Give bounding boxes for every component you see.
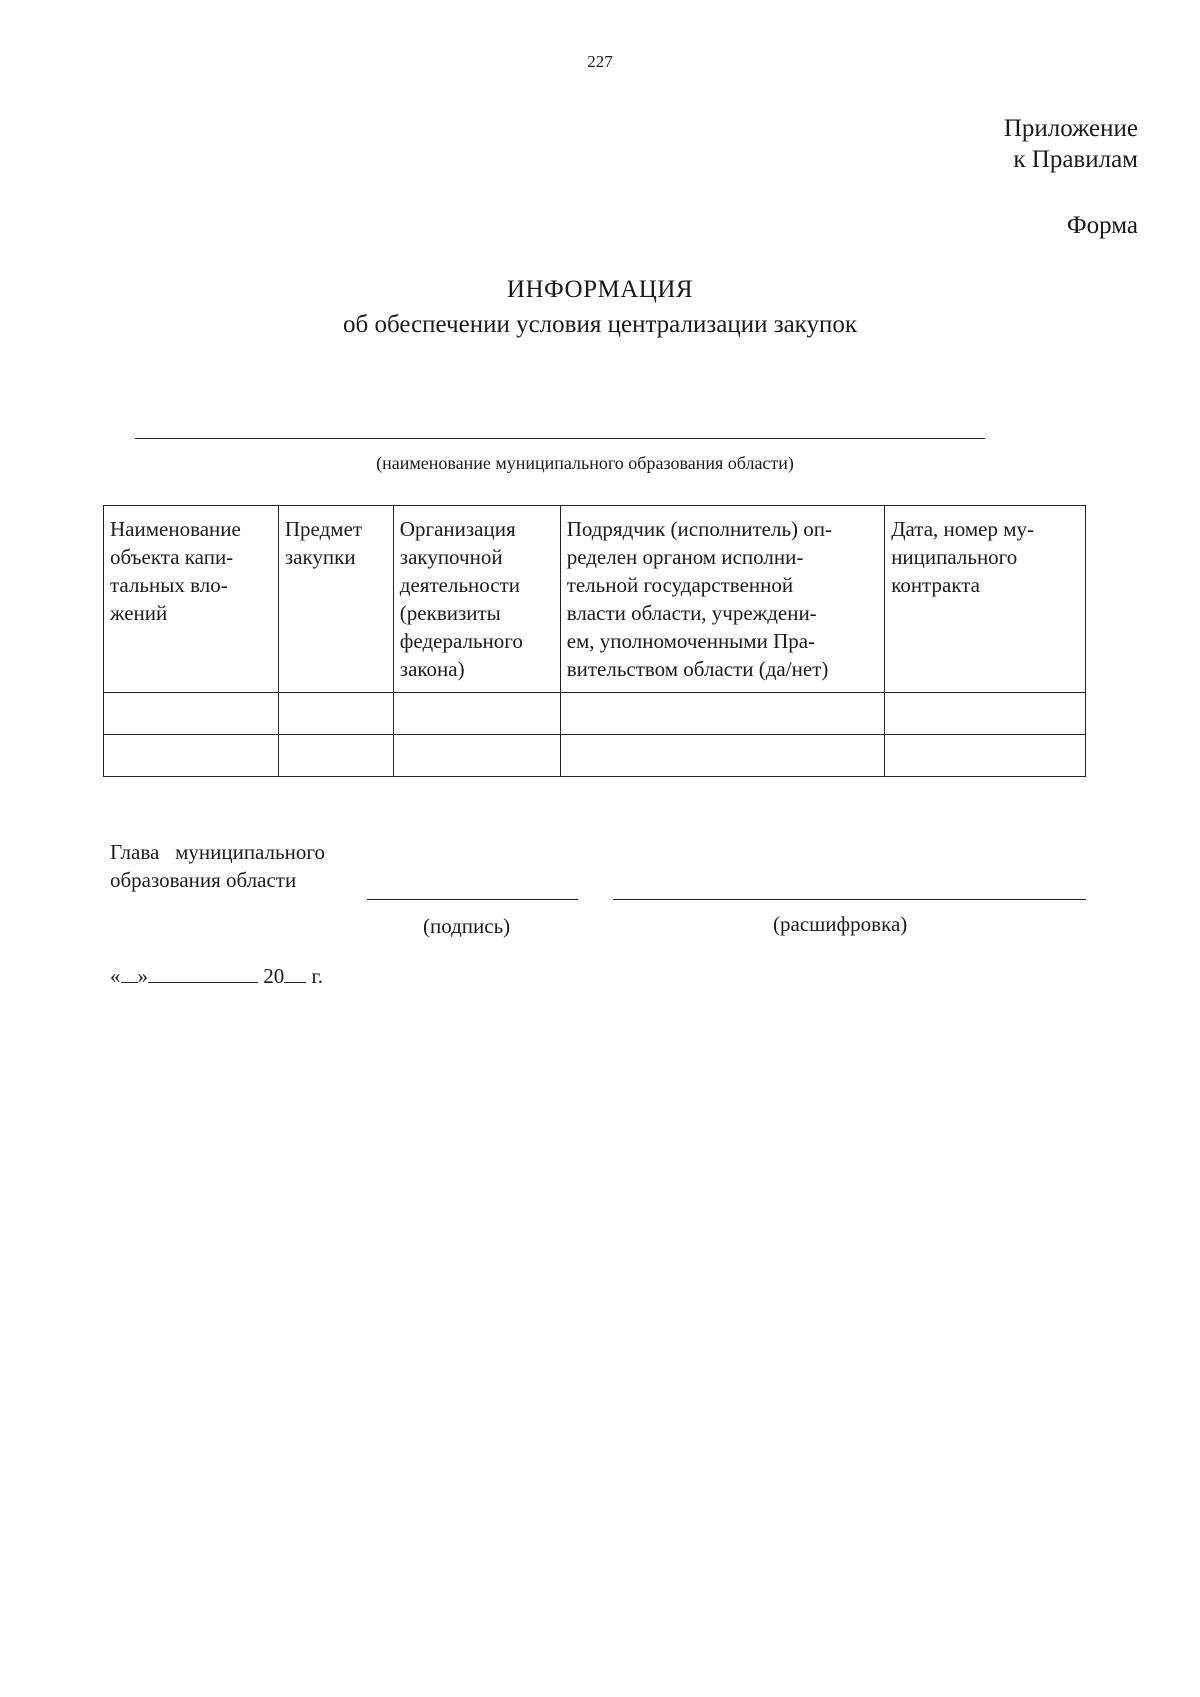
municipality-name-line[interactable] (135, 438, 985, 439)
table-cell[interactable] (885, 693, 1086, 735)
table-cell[interactable] (560, 693, 885, 735)
header-line: контракта (891, 573, 980, 597)
appendix-line-2: к Правилам (1013, 146, 1138, 173)
table-cell[interactable] (104, 735, 279, 777)
form-label: Форма (1066, 212, 1138, 239)
decoding-caption: (расшифровка) (773, 912, 908, 936)
table-cell[interactable] (560, 735, 885, 777)
head-label-line-1: Глава муниципального (110, 840, 325, 864)
header-contractor-determined (560, 506, 885, 693)
header-line: ределен органом исполни- (566, 545, 804, 569)
header-line: объекта капи- (110, 545, 234, 569)
header-line: деятельности (399, 573, 521, 597)
header-contract-date-number (885, 506, 1086, 693)
header-line: Наименование (110, 517, 241, 541)
header-line: Подрядчик (исполнитель) оп- (566, 517, 833, 541)
municipality-caption-wrap (0, 453, 1200, 474)
signature-line[interactable] (367, 899, 578, 900)
table-header-row (104, 506, 1086, 693)
header-line: Предмет (284, 517, 363, 541)
header-line: федерального (399, 629, 523, 653)
document-title: ИНФОРМАЦИЯ (506, 276, 694, 303)
signature-caption: (подпись) (423, 914, 511, 938)
header-procurement-subject (278, 506, 393, 693)
municipality-caption: (наименование муниципального образования области) (376, 453, 794, 473)
year-prefix: 20 (263, 964, 285, 988)
header-line: закона) (399, 657, 465, 681)
appendix-label (1004, 113, 1138, 175)
table-cell[interactable] (278, 693, 393, 735)
header-line: тельной государственной (566, 573, 794, 597)
header-line: (реквизиты (399, 601, 501, 625)
month-blank[interactable] (148, 964, 258, 983)
header-line: Дата, номер му- (891, 517, 1035, 541)
page-number: 227 (587, 52, 613, 71)
header-line: вительством области (да/нет) (566, 657, 829, 681)
table-cell[interactable] (104, 693, 279, 735)
header-line: ем, уполномоченными Пра- (566, 629, 816, 653)
header-line: тальных вло- (110, 573, 228, 597)
decoding-line[interactable] (613, 899, 1086, 900)
appendix-line-1: Приложение (1003, 115, 1138, 142)
table-cell[interactable] (278, 735, 393, 777)
date-open-quote: « (110, 964, 121, 988)
table-cell[interactable] (393, 735, 560, 777)
header-line: закупочной (399, 545, 503, 569)
header-object-name (104, 506, 279, 693)
header-procurement-organization (393, 506, 560, 693)
header-line: закупки (284, 545, 356, 569)
table-cell[interactable] (393, 693, 560, 735)
table-row (104, 735, 1086, 777)
year-blank[interactable] (284, 964, 306, 983)
day-blank[interactable] (121, 964, 138, 983)
centralization-table (103, 505, 1086, 777)
date-line (110, 964, 323, 989)
header-line: Организация (399, 517, 516, 541)
header-line: жений (110, 601, 168, 625)
table-cell[interactable] (885, 735, 1086, 777)
header-line: власти области, учреждени- (566, 601, 817, 625)
table-row (104, 693, 1086, 735)
year-suffix: г. (311, 964, 323, 988)
header-line: ниципального (891, 545, 1018, 569)
date-close-quote: » (137, 964, 148, 988)
head-label-line-2: образования области (110, 868, 297, 892)
head-of-municipality-label (110, 838, 325, 894)
document-subtitle: об обеспечении условия централизации закупок (343, 311, 857, 338)
